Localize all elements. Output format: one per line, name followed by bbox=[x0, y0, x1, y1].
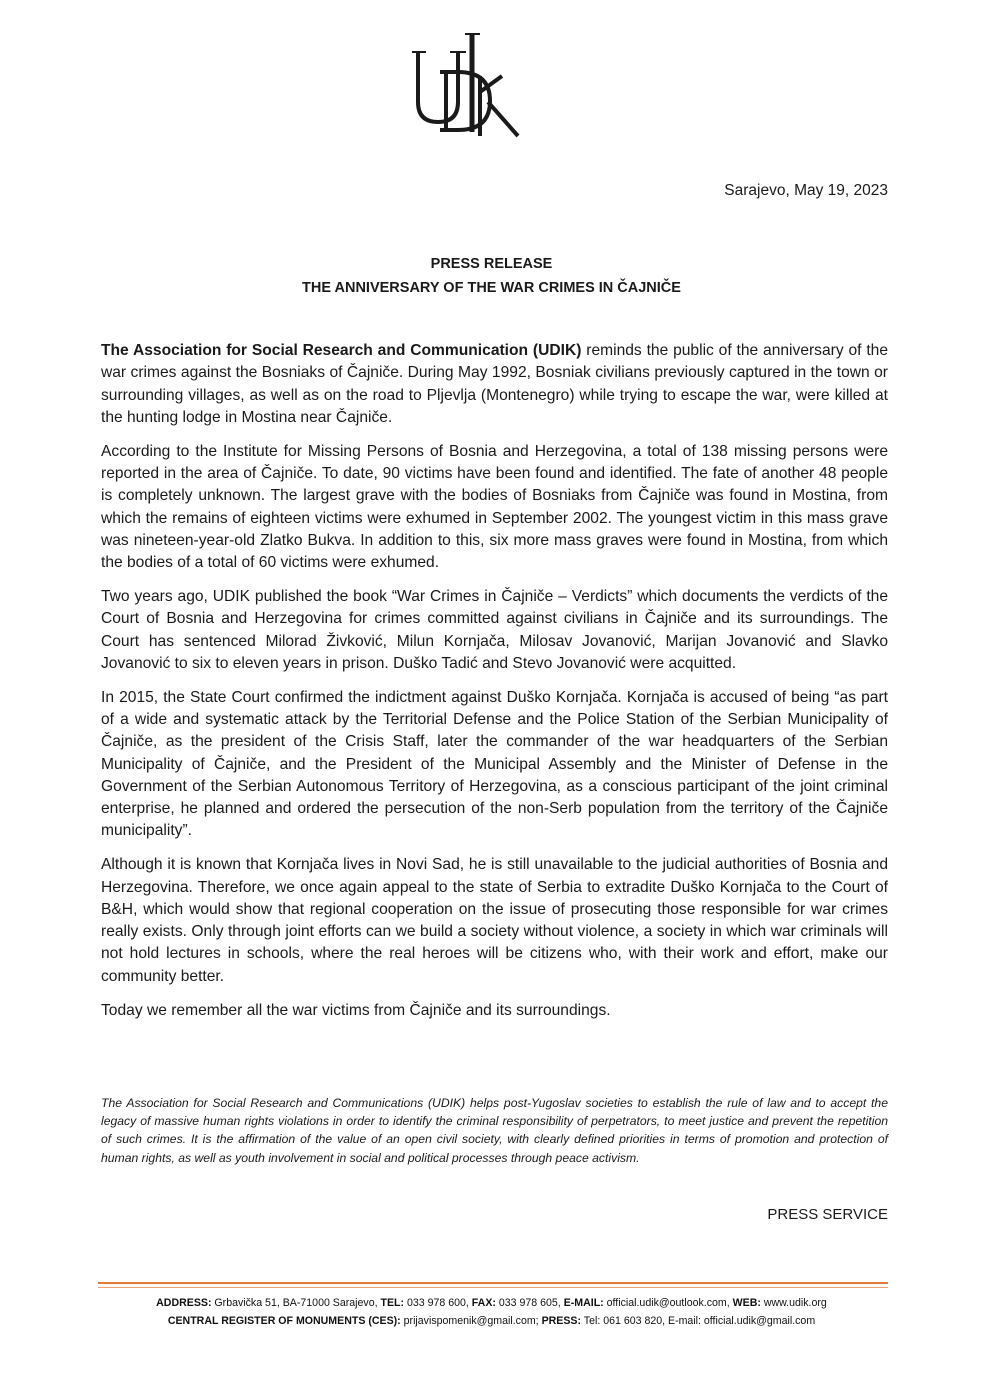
footer-divider bbox=[98, 1282, 888, 1284]
ces-email-link[interactable]: prijavispomenik@gmail.com; bbox=[400, 1315, 542, 1327]
tel-value: 033 978 600, bbox=[404, 1297, 472, 1309]
organization-name: The Association for Social Research and Communication (UDIK) bbox=[101, 342, 582, 359]
tel-label: TEL: bbox=[380, 1297, 405, 1309]
press-release-body bbox=[101, 340, 888, 1033]
fax-value: 033 978 605, bbox=[495, 1297, 564, 1309]
paragraph-3: Two years ago, UDIK published the book “War Crimes in Čajniče – Verdicts” which documents the verdicts of the Court of Bosnia and Herzegovina for crimes committed against civilians in Čajniče and its surroundings. The Court has sentenced Milorad Živković, Milun Kornjača, Milosav Jovanović, Marijan Jovanović and Slavko Jovanović to six to eleven years in prison. Duško Tadić and Stevo Jovanović were acquitted. bbox=[101, 587, 888, 672]
paragraph-1-text: reminds the public of the anniversary of the war crimes against the Bosniaks of Čajniče. During May 1992, Bosniak civilians previously captured in the town or surrounding villages, as well as on the road to Pljevlja (Montenegro) while trying to escape the war, were killed at the hunting lodge in Mostina near Čajniče. bbox=[101, 342, 889, 426]
fax-label: FAX: bbox=[471, 1297, 496, 1309]
email-link[interactable]: official.udik@outlook.com, bbox=[603, 1297, 733, 1309]
address-value: Grbavička 51, BA-71000 Sarajevo, bbox=[211, 1297, 381, 1309]
about-organization: The Association for Social Research and Communications (UDIK) helps post-Yugoslav societies to establish the rule of law and to accept the legacy of massive human rights violations in order to identify the criminal responsibility of perpetrators, to meet justice and prevent the repetition of such crimes. It is the affirmation of the value of an open civil society, with clearly defined priorities in terms of promotion and protection of human rights, as well as youth involvement in social and political processes through peace activism. bbox=[101, 1096, 888, 1165]
document-type-heading: PRESS RELEASE bbox=[430, 256, 553, 272]
web-label: WEB: bbox=[732, 1297, 761, 1309]
document-date: Sarajevo, May 19, 2023 bbox=[724, 182, 888, 199]
web-link[interactable]: www.udik.org bbox=[760, 1297, 827, 1309]
document-title: THE ANNIVERSARY OF THE WAR CRIMES IN ČAJNIČE bbox=[302, 280, 681, 296]
paragraph-5: Although it is known that Kornjača lives in Novi Sad, he is still unavailable to the judicial authorities of Bosnia and Herzegovina. Therefore, we once again appeal to the state of Serbia to extradite Duško Kornjača to the Court of B&H, which would show that regional cooperation on the issue of prosecuting those responsible for war crimes really exists. Only through joint efforts can we build a society without violence, a society in which war criminals will not hold lectures in schools, where the real heroes will be citizens who, with their work and effort, make our community better. bbox=[101, 856, 888, 985]
signoff: PRESS SERVICE bbox=[767, 1206, 888, 1223]
email-label: E-MAIL: bbox=[563, 1297, 604, 1309]
udik-logo bbox=[410, 30, 525, 142]
footer-contact-line bbox=[0, 1294, 983, 1312]
paragraph-4: In 2015, the State Court confirmed the indictment against Duško Kornjača. Kornjača is accused of being “as part of a wide and systematic attack by the Territorial Defense and the Police Station of the Serbian Municipality of Čajniče, as the president of the Crisis Staff, later the commander of the war headquarters of the Serbian Municipality of Čajniče, and the President of the Municipal Assembly and the Minister of Defense in the Government of the Serbian Autonomous Territory of Herzegovina, as a conscious participant of the joint criminal enterprise, he planned and ordered the persecution of the non-Serb population from the territory of the Čajniče municipality”. bbox=[101, 688, 888, 840]
footer-register-line bbox=[0, 1312, 983, 1330]
press-contact[interactable]: Tel: 061 603 820, E-mail: official.udik@gmail.com bbox=[581, 1315, 816, 1327]
press-label: PRESS: bbox=[541, 1315, 582, 1327]
ces-label: CENTRAL REGISTER OF MONUMENTS (CES): bbox=[167, 1315, 401, 1327]
paragraph-1 bbox=[101, 340, 888, 429]
footer-divider-thin bbox=[98, 1287, 888, 1288]
paragraph-2: According to the Institute for Missing Persons of Bosnia and Herzegovina, a total of 138 missing persons were reported in the area of Čajniče. To date, 90 victims have been found and identified. The fate of another 48 people is completely unknown. The largest grave with the bodies of Bosniaks from Čajniče was found in Mostina, from which the remains of eighteen victims were exhumed in September 2002. The youngest victim in this mass grave was nineteen-year-old Zlatko Bukva. In addition to this, six more mass graves were found in Mostina, from which the bodies of a total of 60 victims were exhumed. bbox=[101, 442, 888, 572]
paragraph-6: Today we remember all the war victims from Čajniče and its surroundings. bbox=[101, 1001, 611, 1019]
address-label: ADDRESS: bbox=[156, 1297, 212, 1309]
